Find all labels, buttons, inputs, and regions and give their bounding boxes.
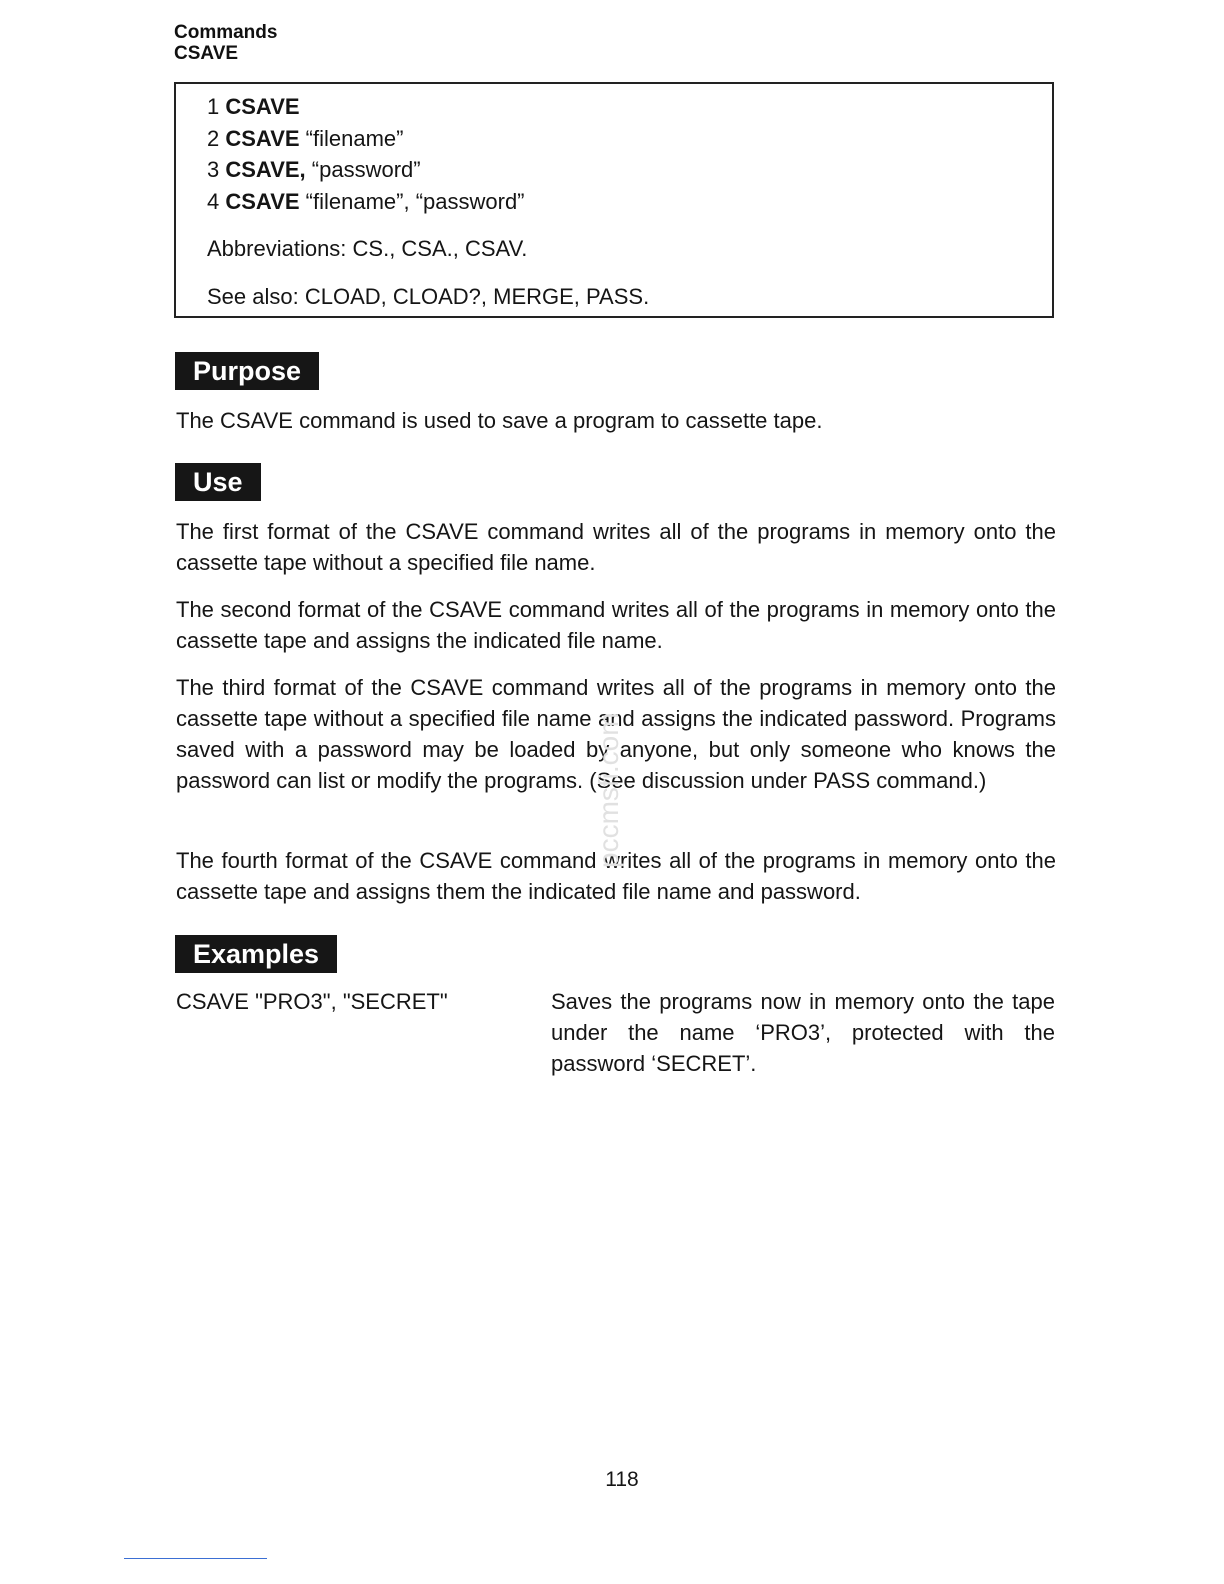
header-section: Commands xyxy=(174,22,278,43)
syntax-format-2: 2 CSAVE “filename” xyxy=(207,126,404,151)
syntax-format-4: 4 CSAVE “filename”, “password” xyxy=(207,189,525,214)
use-heading: Use xyxy=(175,463,261,501)
see-also: See also: CLOAD, CLOAD?, MERGE, PASS. xyxy=(207,284,650,309)
examples-heading: Examples xyxy=(175,935,337,973)
header-command: CSAVE xyxy=(174,43,239,64)
watermark: pccmsfi.com xyxy=(593,712,624,868)
syntax-format-3: 3 CSAVE, “password” xyxy=(207,157,421,182)
running-header xyxy=(174,22,277,64)
use-paragraph-4: The fourth format of the CSAVE command writes all of the programs in memory onto the cassette tape and assigns them the indicated file name and password. xyxy=(176,848,1056,904)
abbreviations: Abbreviations: CS., CSA., CSAV. xyxy=(207,236,528,261)
purpose-text: The CSAVE command is used to save a program to cassette tape. xyxy=(176,408,823,433)
use-paragraph-3: The third format of the CSAVE command writes all of the programs in memory onto the cassette tape without a specified file name and assigns the indicated password. Programs saved with a password may be loaded by anyone, but only someone who knows the password can list or modify the programs. (See discussion under PASS command.) xyxy=(176,675,1056,793)
use-paragraph-2: The second format of the CSAVE command writes all of the programs in memory onto the cassette tape and assigns the indicated file name. xyxy=(176,597,1056,653)
syntax-box xyxy=(174,82,1054,318)
example-description: Saves the programs now in memory onto the tape under the name ‘PRO3’, protected with the password ‘SECRET’. xyxy=(551,989,1055,1076)
example-code: CSAVE "PRO3", "SECRET" xyxy=(176,989,448,1014)
syntax-format-1: 1 CSAVE xyxy=(207,94,300,119)
page-number: 118 xyxy=(605,1468,639,1491)
footer-rule xyxy=(124,1558,267,1559)
use-paragraph-1: The first format of the CSAVE command writes all of the programs in memory onto the cassette tape without a specified file name. xyxy=(176,519,1056,575)
purpose-heading: Purpose xyxy=(175,352,319,390)
